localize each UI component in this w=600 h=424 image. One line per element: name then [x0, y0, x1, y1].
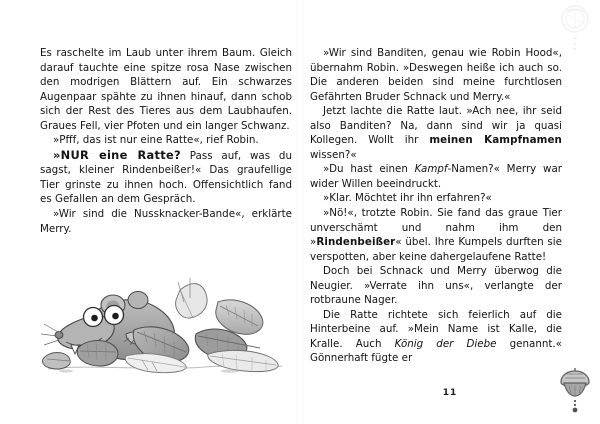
- right-page: [300, 0, 600, 424]
- paragraph-pfff: »Pfff, das ist nur eine Ratte«, rief Robin.: [53, 134, 259, 147]
- paragraph-nur-eine-ratte: »NUR eine Ratte? Pass auf, was du sagst, kleiner Rindenbeißer!« Das graufellige Tier grinste zu ihnen hoch. Offensichtlich fand es Gefallen an dem Gespräch.: [40, 147, 292, 206]
- paragraph-noe: »Nö!«, trotzte Robin. Sie fand das graue Tier unverschämt und nahm ihm den »Rindenbeißer« übel. Ihre Kumpels durften sie verspotten, aber keine dahergelaufene Ratte!: [310, 207, 562, 263]
- acorn-watermark-ornament: [552, 2, 598, 52]
- paragraph-du-hast-einen: »Du hast einen Kampf-Namen?« Merry war wider Willen beeindruckt.: [310, 163, 562, 190]
- right-page-text-column: [310, 46, 562, 366]
- paragraph-neugier: Doch bei Schnack und Merry überwog die Neugier. »Verrate ihn uns«, verlangte der rotbraune Nager.: [310, 265, 562, 307]
- left-page-text-column: [40, 46, 292, 236]
- paragraph-banditen: »Wir sind Banditen, genau wie Robin Hood«, übernahm Robin. »Deswegen heiße ich auch so. Die anderen beiden sind meine furchtlosen Gefährten Bruder Schnack und Merry.«: [310, 47, 562, 103]
- paragraph-nussknacker: »Wir sind die Nussknacker-Bande«, erklärte Merry.: [40, 208, 292, 235]
- acorn-ornament: [552, 368, 598, 418]
- paragraph-klar: »Klar. Möchtet ihr ihn erfahren?«: [323, 192, 492, 205]
- paragraph-kampfnamen-frage: Jetzt lachte die Ratte laut. »Ach nee, ihr seid also Banditen? Na, dann sind wir ja quasi Kollegen. Wollt ihr meinen Kampfnamen wissen?«: [310, 105, 562, 161]
- paragraph-rascheln: Es raschelte im Laub unter ihrem Baum. Gleich darauf tauchte eine spitze rosa Nase zwischen den modrigen Blättern auf. Ein schwarzes Augenpaar spähte zu ihnen hinauf, dann schob sich der Rest des Tieres aus dem Laubhaufen. Graues Fell, vier Pfoten und ein langer Schwanz.: [40, 47, 292, 132]
- rat-in-leaf-pile-illustration: [30, 272, 292, 377]
- paragraph-kalle: Die Ratte richtete sich feierlich auf die Hinterbeine auf. »Mein Name ist Kalle, die Kralle. Auch König der Diebe genannt.« Gönnerhaft fügte er: [310, 308, 562, 365]
- page-number: 11: [442, 388, 458, 398]
